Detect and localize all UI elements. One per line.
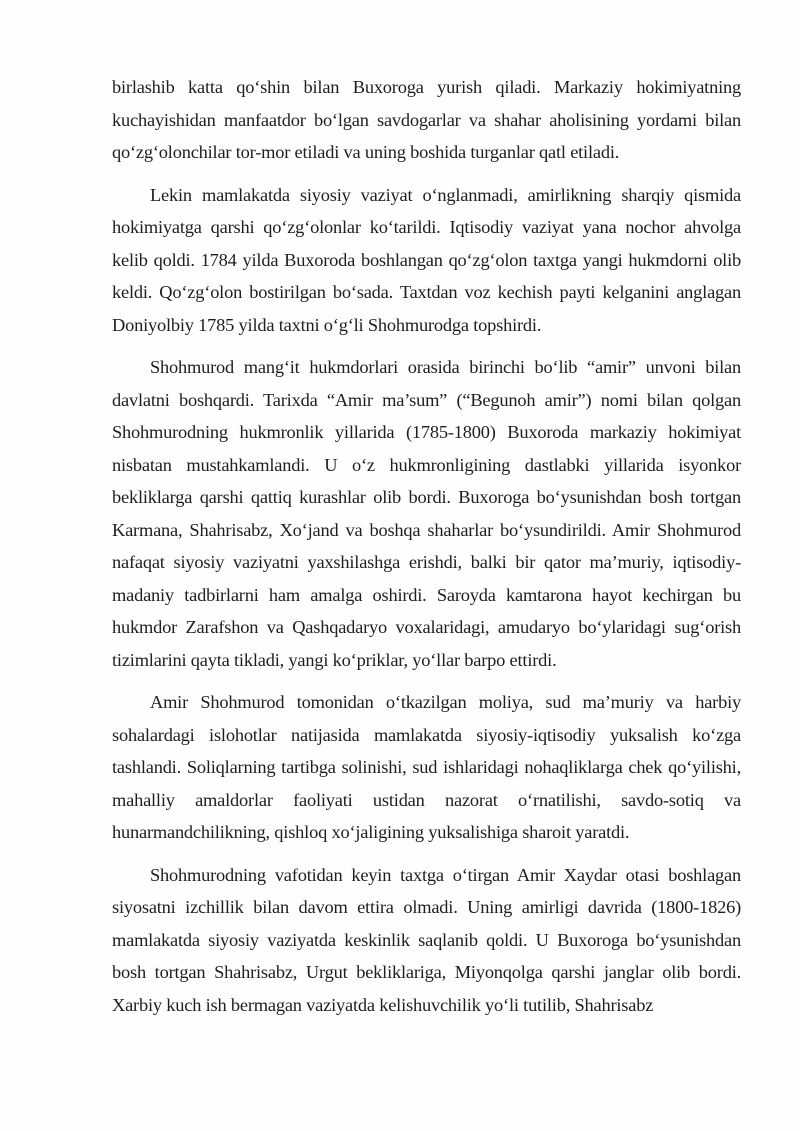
paragraph-5: Shohmurodning vafotidan keyin taxtga o‘tirgan Amir Xaydar otasi boshlagan siyosatni izchillik bilan davom ettira olmadi. Uning amirligi davrida (1800-1826) mamlakatda siyosiy vaziyatda keskinlik saqlanib qoldi. U Buxoroga bo‘ysunishdan bosh tortgan Shahrisabz, Urgut bekliklariga, Miyonqolga qarshi janglar olib bordi. Xarbiy kuch ish bermagan vaziyatda kelishuvchilik yo‘li tutilib, Shahrisabz xyxy=(112,864,741,1015)
paragraph-2: Lekin mamlakatda siyosiy vaziyat o‘nglanmadi, amirlikning sharqiy qismida hokimiyatga qarshi qo‘zg‘olonlar ko‘tarildi. Iqtisodiy vaziyat yana nochor ahvolga kelib qoldi. 1784 yilda Buxoroda boshlangan qo‘zg‘olon taxtga yangi hukmdorni olib keldi. Qo‘zg‘olon bostirilgan bo‘sada. Taxtdan voz kechish payti kelganini anglagan Doniyolbiy 1785 yilda taxtni o‘g‘li Shohmurodga topshirdi. xyxy=(112,184,741,335)
paragraph-1: birlashib katta qo‘shin bilan Buxoroga yurish qiladi. Markaziy hokimiyatning kuchayishidan manfaatdor bo‘lgan savdogarlar va shahar aholisining yordami bilan qo‘zg‘olonchilar tor-mor etiladi va uning boshida turganlar qatl etiladi. xyxy=(112,77,741,162)
paragraph-3: Shohmurod mang‘it hukmdorlari orasida birinchi bo‘lib “amir” unvoni bilan davlatni boshqardi. Tarixda “Amir ma’sum” (“Begunoh amir”) nomi bilan qolgan Shohmurodning hukmronlik yillarida (1785-1800) Buxoroda markaziy hokimiyat nisbatan mustahkamlandi. U o‘z hukmronligining dastlabki yillarida isyonkor bekliklarga qarshi qattiq kurashlar olib bordi. Buxoroga bo‘ysunishdan bosh tortgan Karmana, Shahrisabz, Xo‘jand va boshqa shaharlar bo‘ysundirildi. Amir Shohmurod nafaqat siyosiy vaziyatni yaxshilashga erishdi, balki bir qator ma’muriy, iqtisodiy-madaniy tadbirlarni ham amalga oshirdi. Saroyda kamtarona hayot kechirgan bu hukmdor Zarafshon va Qashqadaryo voxalaridagi, amudaryo bo‘ylaridagi sug‘orish tizimlarini qayta tikladi, yangi ko‘priklar, yo‘llar barpo ettirdi. xyxy=(112,357,741,670)
paragraph-4: Amir Shohmurod tomonidan o‘tkazilgan moliya, sud ma’muriy va harbiy sohalardagi islohotlar natijasida mamlakatda siyosiy-iqtisodiy yuksalish ko‘zga tashlandi. Soliqlarning tartibga solinishi, sud ishlaridagi nohaqliklarga chek qo‘yilishi, mahalliy amaldorlar faoliyati ustidan nazorat o‘rnatilishi, savdo-sotiq va hunarmandchilikning, qishloq xo‘jaligining yuksalishiga sharoit yaratdi. xyxy=(112,692,741,842)
text-block xyxy=(112,71,741,1031)
